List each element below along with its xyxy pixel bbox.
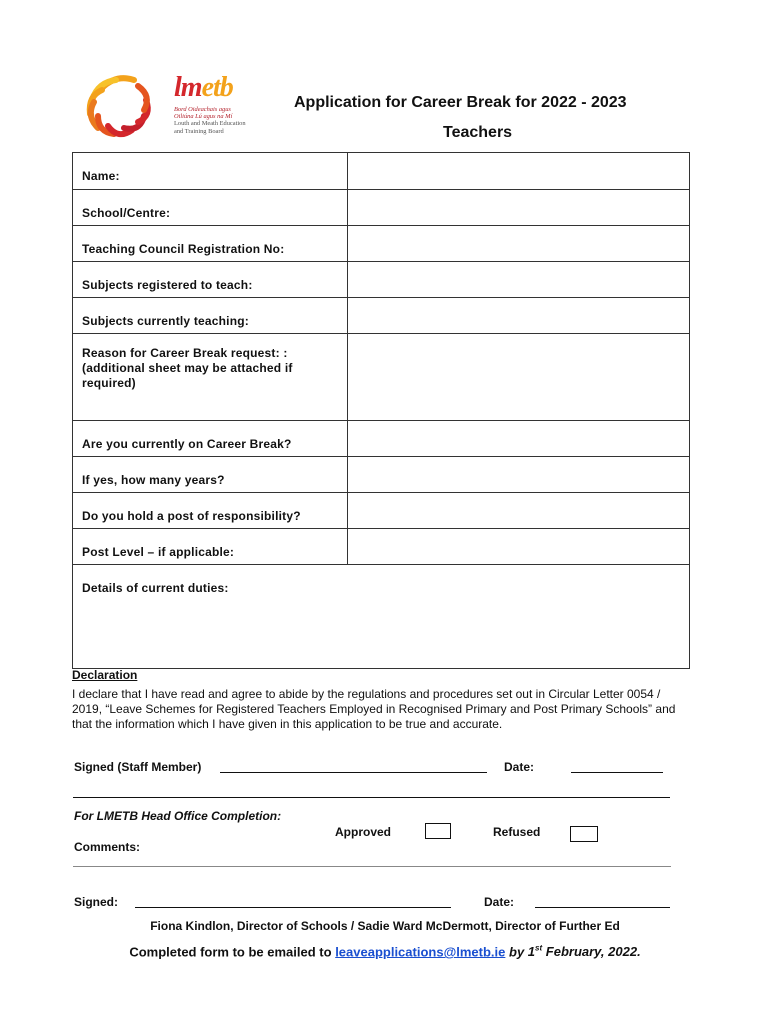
form-row bbox=[73, 262, 690, 298]
email-link[interactable]: leaveapplications@lmetb.ie bbox=[335, 944, 506, 960]
form-row bbox=[73, 190, 690, 226]
submission-instructions: Completed form to be emailed to leaveapplications@lmetb.ie by 1st February, 2022. bbox=[129, 944, 641, 960]
office-signed-label: Signed: bbox=[74, 895, 118, 909]
name-field[interactable] bbox=[348, 153, 690, 190]
form-row bbox=[73, 298, 690, 334]
declaration-text: I declare that I have read and agree to abide by the regulations and procedures set out in Circular Letter 0054 / 2019, “Leave Schemes for Registered Teachers Employed in Recognised Primary and Post Primary Schools” and that the information which I have given in this application to be true and accurate. bbox=[72, 687, 676, 731]
office-date-label: Date: bbox=[484, 895, 515, 909]
office-date-line[interactable] bbox=[535, 907, 670, 908]
post-level-field[interactable] bbox=[348, 529, 690, 565]
refused-label: Refused bbox=[493, 825, 541, 839]
form-row bbox=[73, 153, 690, 190]
staff-date-line[interactable] bbox=[571, 772, 663, 773]
field-label-reason: Reason for Career Break request: : (additional sheet may be attached if required) bbox=[73, 334, 348, 421]
refused-checkbox[interactable] bbox=[570, 826, 598, 842]
form-row bbox=[73, 565, 690, 669]
office-signature-line[interactable] bbox=[135, 907, 451, 908]
comments-line[interactable] bbox=[73, 866, 671, 867]
on-career-break-field[interactable] bbox=[348, 421, 690, 457]
staff-signature-label: Signed (Staff Member) bbox=[74, 760, 202, 774]
form-row bbox=[73, 457, 690, 493]
form-row bbox=[73, 334, 690, 421]
form-row bbox=[73, 421, 690, 457]
logo-subtitle: Bord Oideachais agus Oiliúna Lú agus na Mí Louth and Meath Education and Training Board bbox=[174, 106, 246, 135]
form-row bbox=[73, 493, 690, 529]
field-label-name: Name: bbox=[73, 153, 348, 190]
staff-date-label: Date: bbox=[504, 760, 535, 774]
field-label-subjects-registered: Subjects registered to teach: bbox=[73, 262, 348, 298]
years-field[interactable] bbox=[348, 457, 690, 493]
staff-signature-line[interactable] bbox=[220, 772, 487, 773]
field-label-registration: Teaching Council Registration No: bbox=[73, 226, 348, 262]
application-form-table bbox=[72, 152, 690, 669]
school-field[interactable] bbox=[348, 190, 690, 226]
approved-checkbox[interactable] bbox=[425, 823, 451, 839]
sunburst-logo-icon bbox=[82, 70, 168, 140]
post-responsibility-field[interactable] bbox=[348, 493, 690, 529]
form-row bbox=[73, 226, 690, 262]
directors-line: Fiona Kindlon, Director of Schools / Sadie Ward McDermott, Director of Further Ed bbox=[150, 919, 620, 933]
approved-label: Approved bbox=[335, 825, 392, 839]
field-label-school: School/Centre: bbox=[73, 190, 348, 226]
registration-field[interactable] bbox=[348, 226, 690, 262]
lmetb-logo bbox=[82, 70, 282, 140]
field-label-on-career-break: Are you currently on Career Break? bbox=[73, 421, 348, 457]
comments-label: Comments: bbox=[74, 840, 141, 854]
page-title: Application for Career Break for 2022 - 2023 bbox=[294, 94, 627, 111]
current-duties-field[interactable]: Details of current duties: bbox=[73, 565, 690, 669]
field-label-years: If yes, how many years? bbox=[73, 457, 348, 493]
form-row bbox=[73, 529, 690, 565]
page-subtitle: Teachers bbox=[443, 124, 513, 141]
field-label-post-level: Post Level – if applicable: bbox=[73, 529, 348, 565]
field-label-post-responsibility: Do you hold a post of responsibility? bbox=[73, 493, 348, 529]
logo-wordmark: lmetb bbox=[174, 72, 233, 103]
section-divider bbox=[73, 797, 670, 798]
field-label-subjects-teaching: Subjects currently teaching: bbox=[73, 298, 348, 334]
reason-field[interactable] bbox=[348, 334, 690, 421]
office-heading: For LMETB Head Office Completion: bbox=[74, 809, 282, 823]
subjects-registered-field[interactable] bbox=[348, 262, 690, 298]
subjects-teaching-field[interactable] bbox=[348, 298, 690, 334]
declaration-heading: Declaration bbox=[72, 668, 138, 682]
